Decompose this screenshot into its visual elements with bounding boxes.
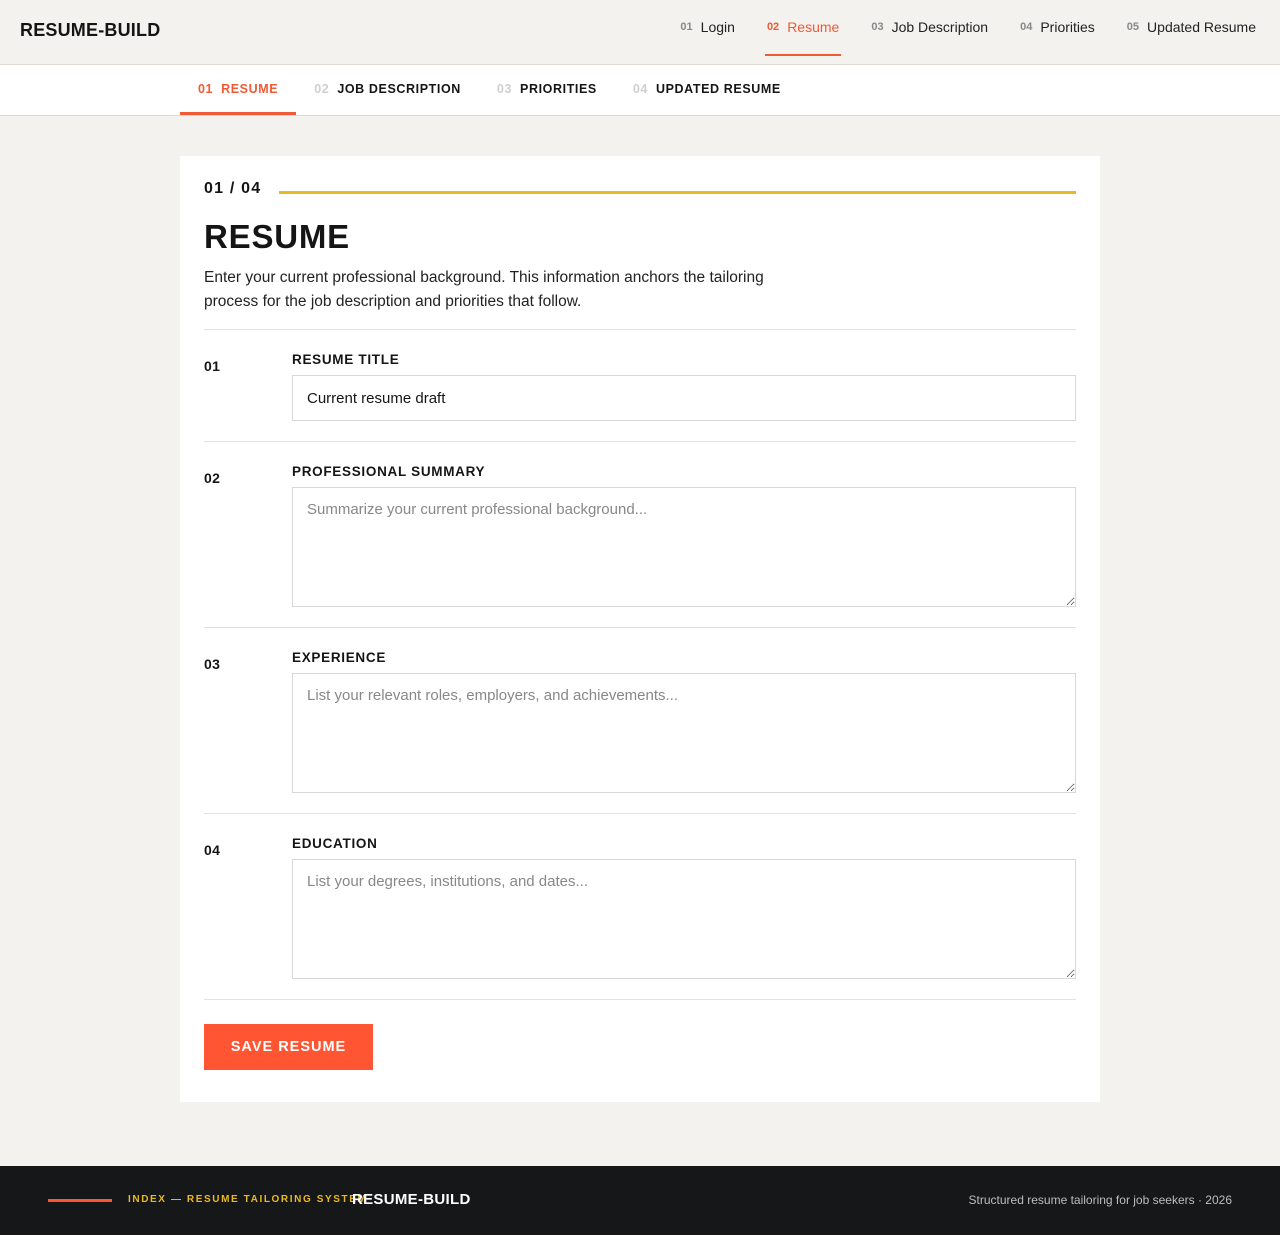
- topnav-item-label: Login: [700, 19, 735, 35]
- field-row-professional-summary: [204, 441, 1076, 627]
- topnav-item-job-description[interactable]: [869, 0, 990, 56]
- footer: [0, 1166, 1280, 1235]
- field-label: RESUME TITLE: [292, 352, 400, 367]
- topnav-item-label: Job Description: [891, 19, 989, 35]
- field-label: EXPERIENCE: [292, 650, 387, 665]
- field-row-experience: [204, 627, 1076, 813]
- topnav-item-login[interactable]: [678, 0, 737, 56]
- topnav-item-resume[interactable]: [765, 0, 841, 56]
- progress-fill: [279, 191, 1076, 194]
- step-tab-resume[interactable]: [180, 65, 296, 115]
- step-tab-job-description[interactable]: [296, 65, 479, 115]
- save-resume-button[interactable]: SAVE RESUME: [204, 1024, 373, 1070]
- progress-track: [279, 191, 1076, 194]
- step-label: PRIORITIES: [520, 81, 597, 96]
- step-counter: 01 / 04: [204, 180, 262, 197]
- topnav-item-number: 01: [680, 21, 693, 33]
- field-label: EDUCATION: [292, 836, 378, 851]
- page-description: Enter your current professional background. This information anchors the tailoring process for the job description and priorities that follow.: [204, 269, 764, 310]
- education-textarea[interactable]: [292, 859, 1076, 979]
- topnav-item-label: Priorities: [1040, 19, 1095, 35]
- step-progress: [204, 180, 1076, 200]
- topnav-item-updated-resume[interactable]: [1125, 0, 1258, 56]
- field-label: PROFESSIONAL SUMMARY: [292, 464, 486, 479]
- step-number: 01: [198, 81, 214, 96]
- resume-form-card: [180, 156, 1100, 1102]
- topnav-item-priorities[interactable]: [1018, 0, 1097, 56]
- field-number: 03: [204, 656, 221, 672]
- step-label: RESUME: [221, 81, 279, 96]
- step-label: UPDATED RESUME: [655, 81, 781, 96]
- topnav-item-label: Updated Resume: [1147, 19, 1256, 35]
- brand-logo[interactable]: RESUME-BUILD: [20, 20, 161, 40]
- topnav-item-number: 05: [1126, 21, 1140, 33]
- step-tabs: [180, 65, 799, 115]
- step-number: 03: [496, 81, 513, 96]
- topnav-item-number: 02: [766, 21, 780, 33]
- footer-tagline: Structured resume tailoring for job seekers · 2026: [968, 1193, 1232, 1207]
- step-tab-updated-resume[interactable]: [615, 65, 799, 115]
- top-header: [0, 0, 1280, 65]
- divider: [204, 999, 1076, 1000]
- field-number: 01: [204, 358, 221, 374]
- step-number: 02: [314, 81, 330, 96]
- field-row-resume-title: [204, 329, 1076, 441]
- field-number: 02: [204, 470, 221, 486]
- page-title: RESUME: [204, 218, 350, 255]
- step-number: 04: [632, 81, 648, 96]
- topnav-item-number: 04: [1020, 21, 1033, 33]
- professional-summary-textarea[interactable]: [292, 487, 1076, 607]
- experience-textarea[interactable]: [292, 673, 1076, 793]
- field-number: 04: [204, 842, 221, 858]
- footer-accent-rule: [48, 1199, 112, 1202]
- topnav-item-number: 03: [871, 21, 884, 33]
- footer-brand: RESUME-BUILD: [352, 1191, 471, 1208]
- footer-index-label: INDEX — RESUME TAILORING SYSTEM: [128, 1194, 368, 1205]
- step-tab-priorities[interactable]: [479, 65, 615, 115]
- step-bar: [0, 65, 1280, 116]
- resume-title-input[interactable]: [292, 375, 1076, 421]
- topnav-item-label: Resume: [787, 19, 840, 35]
- top-navigation: [650, 0, 1258, 64]
- step-label: JOB DESCRIPTION: [337, 81, 461, 96]
- field-row-education: [204, 813, 1076, 999]
